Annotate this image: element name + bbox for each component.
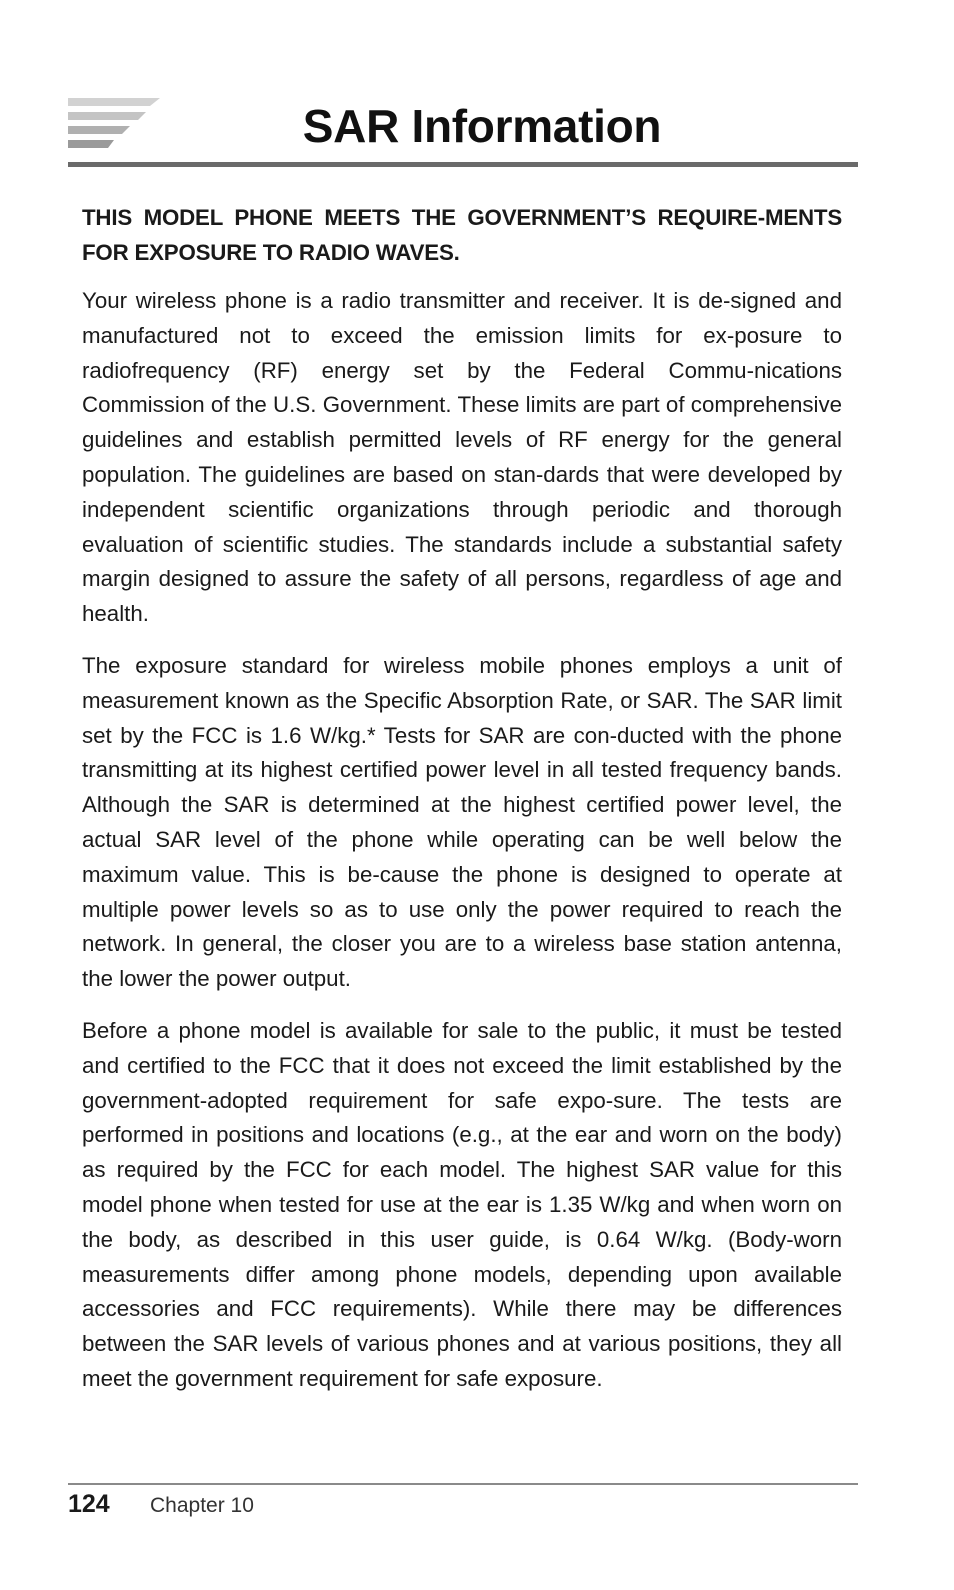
- headline: THIS MODEL PHONE MEETS THE GOVERNMENT’S REQUIRE-MENTS FOR EXPOSURE TO RADIO WAVES.: [82, 205, 842, 265]
- page-title: SAR Information: [302, 100, 662, 152]
- paragraph-exposure-standard: The exposure standard for wireless mobile phones employs a unit of measurement known as the Specific Absorption Rate, or SAR. The SAR limit set by the FCC is 1.6 W/kg.* Tests for SAR are con-ducted with the phone transmitting at its highest certified power level in all tested frequency bands. Although the SAR is determined at the highest certified power level, the actual SAR level of the phone while operating can be well below the maximum value. This is be-cause the phone is designed to operate at multiple power levels so as to use only the power required to reach the network. In general, the closer you are to a wireless base station antenna, the lower the power output.: [82, 652, 842, 992]
- main-content: [82, 200, 842, 1414]
- chapter-label: Chapter 10: [150, 1494, 254, 1517]
- paragraph-intro: Your wireless phone is a radio transmitter and receiver. It is de-signed and manufactured not to exceed the emission limits for ex-posure to radiofrequency (RF) energy set by the Federal Commu-nications Commission of the U.S. Government. These limits are part of comprehensive guidelines and establish permitted levels of RF energy for the general population. The guidelines are based on stan-dards that were developed by independent scientific organizations through periodic and thorough evaluation of scientific studies. The standards include a substantial safety margin designed to assure the safety of all persons, regardless of age and health.: [82, 288, 842, 627]
- title-rule: [68, 162, 858, 167]
- page-number: 124: [68, 1490, 110, 1518]
- footer-rule: [68, 1483, 858, 1485]
- paragraph-testing: Before a phone model is available for sale to the public, it must be tested and certified to the FCC that it does not exceed the limit established by the government-adopted requirement for safe expo-sure. The tests are performed in positions and locations (e.g., at the ear and worn on the body) as required by the FCC for each model. The highest SAR value for this model phone when tested for use at the ear is 1.35 W/kg and when worn on the body, as described in this user guide, is 0.64 W/kg. (Body-worn measurements differ among phone models, depending upon available accessories and FCC requirements). While there may be differences between the SAR levels of various phones and at various positions, they all meet the government requirement for safe exposure.: [82, 1017, 842, 1391]
